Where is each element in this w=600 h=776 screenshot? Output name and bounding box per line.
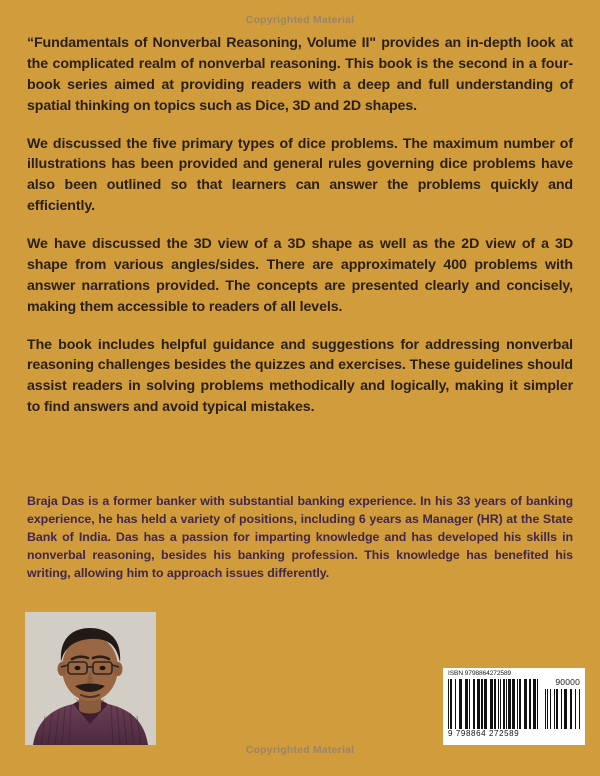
price-code-label: 90000 [555, 676, 580, 687]
barcode-block [443, 668, 585, 745]
blurb-paragraph-1: “Fundamentals of Nonverbal Reasoning, Volume II" provides an in-depth look at the complicated realm of nonverbal reasoning. This book is the second in a four-book series aimed at providing readers with a deep and full understanding of spatial thinking on topics such as Dice, 3D and 2D shapes. [27, 35, 573, 114]
blurb-paragraph-2: We discussed the five primary types of dice problems. The maximum number of illustrations has been provided and general rules governing dice problems have also been outlined so that learners can answer the problems quickly and efficiently. [27, 135, 573, 215]
blurb-section [27, 33, 573, 438]
copyrighted-material-bottom: Copyrighted Material [245, 744, 355, 756]
blurb-paragraph-3: We have discussed the 3D view of a 3D shape as well as the 2D view of a 3D shape from various angles/sides. There are approximately 400 problems with answer narrations provided. The concepts are presented clearly and concisely, making them accessible to readers of all levels. [27, 236, 573, 315]
ean-digits: 9 798864 272589 [448, 728, 520, 738]
isbn-label: ISBN 9798864272589 [448, 670, 512, 677]
addon-wrap [545, 676, 581, 729]
blurb-paragraph-4: The book includes helpful guidance and suggestions for addressing nonverbal reasoning challenges besides the quizzes and exercises. These guidelines should assist readers in solving problems methodically and logically, making it simpler to find answers and avoid typical mistakes. [27, 336, 573, 416]
author-bio-text: Braja Das is a former banker with substantial banking experience. In his 33 years of banking experience, he has held a variety of positions, including 6 years as Manager (HR) at the State Bank of India. Das has a passion for imparting knowledge and has developed his skills in nonverbal reasoning, besides his banking profession. This knowledge has benefited his writing, allowing him to approach issues differently. [27, 494, 573, 581]
copyrighted-material-top: Copyrighted Material [245, 14, 355, 26]
ean13-bars [448, 679, 540, 729]
barcode-row [448, 676, 581, 729]
author-bio-section [27, 492, 573, 583]
ean5-addon-bars [545, 689, 581, 729]
author-photo [25, 612, 156, 745]
